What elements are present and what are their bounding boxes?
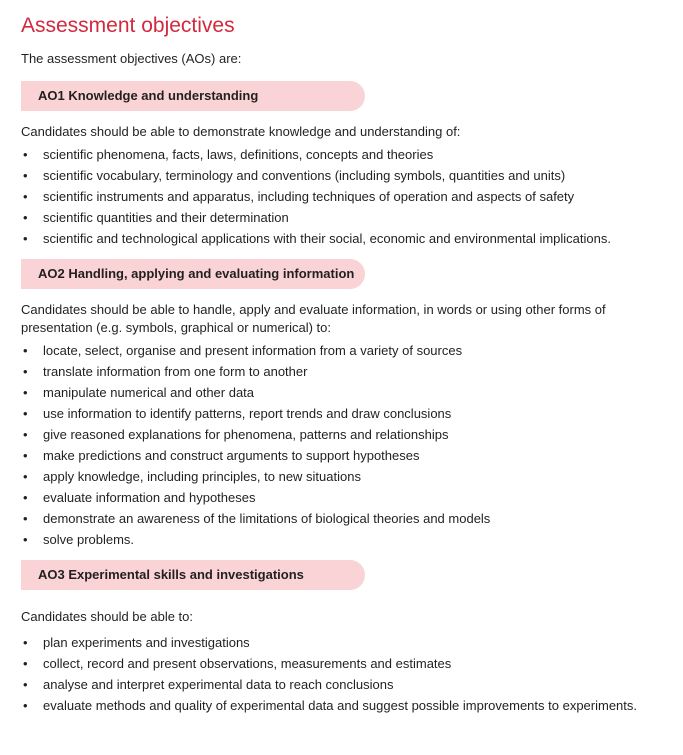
list-item: • analyse and interpret experimental data to reach conclusions <box>21 674 671 695</box>
bullet-icon: • <box>23 469 28 484</box>
bullet-icon: • <box>23 656 28 671</box>
bullet-icon: • <box>23 406 28 421</box>
ao1-heading: AO1 Knowledge and understanding <box>21 81 365 111</box>
ao2-heading: AO2 Handling, applying and evaluating information <box>21 259 365 289</box>
bullet-icon: • <box>23 168 28 183</box>
list-item: • scientific phenomena, facts, laws, definitions, concepts and theories <box>21 144 671 165</box>
ao2-section <box>21 259 671 550</box>
bullet-icon: • <box>23 343 28 358</box>
bullet-icon: • <box>23 490 28 505</box>
bullet-icon: • <box>23 532 28 547</box>
list-item: • scientific vocabulary, terminology and conventions (including symbols, quantities and units) <box>21 165 671 186</box>
list-item: • plan experiments and investigations <box>21 632 671 653</box>
list-item: • demonstrate an awareness of the limitations of biological theories and models <box>21 508 671 529</box>
list-item: • locate, select, organise and present information from a variety of sources <box>21 340 671 361</box>
list-item: • scientific instruments and apparatus, including techniques of operation and aspects of safety <box>21 186 671 207</box>
document-page <box>21 12 671 716</box>
bullet-icon: • <box>23 698 28 713</box>
list-item: • give reasoned explanations for phenomena, patterns and relationships <box>21 424 671 445</box>
bullet-icon: • <box>23 511 28 526</box>
ao1-bullet-list <box>21 144 671 249</box>
bullet-icon: • <box>23 231 28 246</box>
list-item: • solve problems. <box>21 529 671 550</box>
bullet-icon: • <box>23 364 28 379</box>
ao3-bullet-list <box>21 632 671 716</box>
ao2-bullet-list <box>21 340 671 550</box>
intro-text: The assessment objectives (AOs) are: <box>21 51 242 66</box>
ao1-section <box>21 81 671 249</box>
list-item: • use information to identify patterns, report trends and draw conclusions <box>21 403 671 424</box>
bullet-icon: • <box>23 385 28 400</box>
bullet-icon: • <box>23 635 28 650</box>
bullet-icon: • <box>23 448 28 463</box>
ao2-lead-text: Candidates should be able to handle, apply and evaluate information, in words or using other forms of presentation (e.g. symbols, graphical or numerical) to: <box>21 302 606 335</box>
ao3-lead-text: Candidates should be able to: <box>21 609 194 624</box>
list-item: • scientific quantities and their determination <box>21 207 671 228</box>
page-title: Assessment objectives <box>21 14 235 37</box>
bullet-icon: • <box>23 147 28 162</box>
list-item: • collect, record and present observations, measurements and estimates <box>21 653 671 674</box>
bullet-icon: • <box>23 189 28 204</box>
list-item: • make predictions and construct arguments to support hypotheses <box>21 445 671 466</box>
list-item: • manipulate numerical and other data <box>21 382 671 403</box>
list-item: • evaluate methods and quality of experimental data and suggest possible improvements to experiments. <box>21 695 671 716</box>
list-item: • scientific and technological applications with their social, economic and environmental implications. <box>21 228 671 249</box>
list-item: • translate information from one form to another <box>21 361 671 382</box>
ao3-section <box>21 560 671 716</box>
bullet-icon: • <box>23 677 28 692</box>
ao3-heading: AO3 Experimental skills and investigations <box>21 560 365 590</box>
list-item: • apply knowledge, including principles, to new situations <box>21 466 671 487</box>
bullet-icon: • <box>23 427 28 442</box>
bullet-icon: • <box>23 210 28 225</box>
list-item: • evaluate information and hypotheses <box>21 487 671 508</box>
ao1-lead-text: Candidates should be able to demonstrate knowledge and understanding of: <box>21 124 461 139</box>
